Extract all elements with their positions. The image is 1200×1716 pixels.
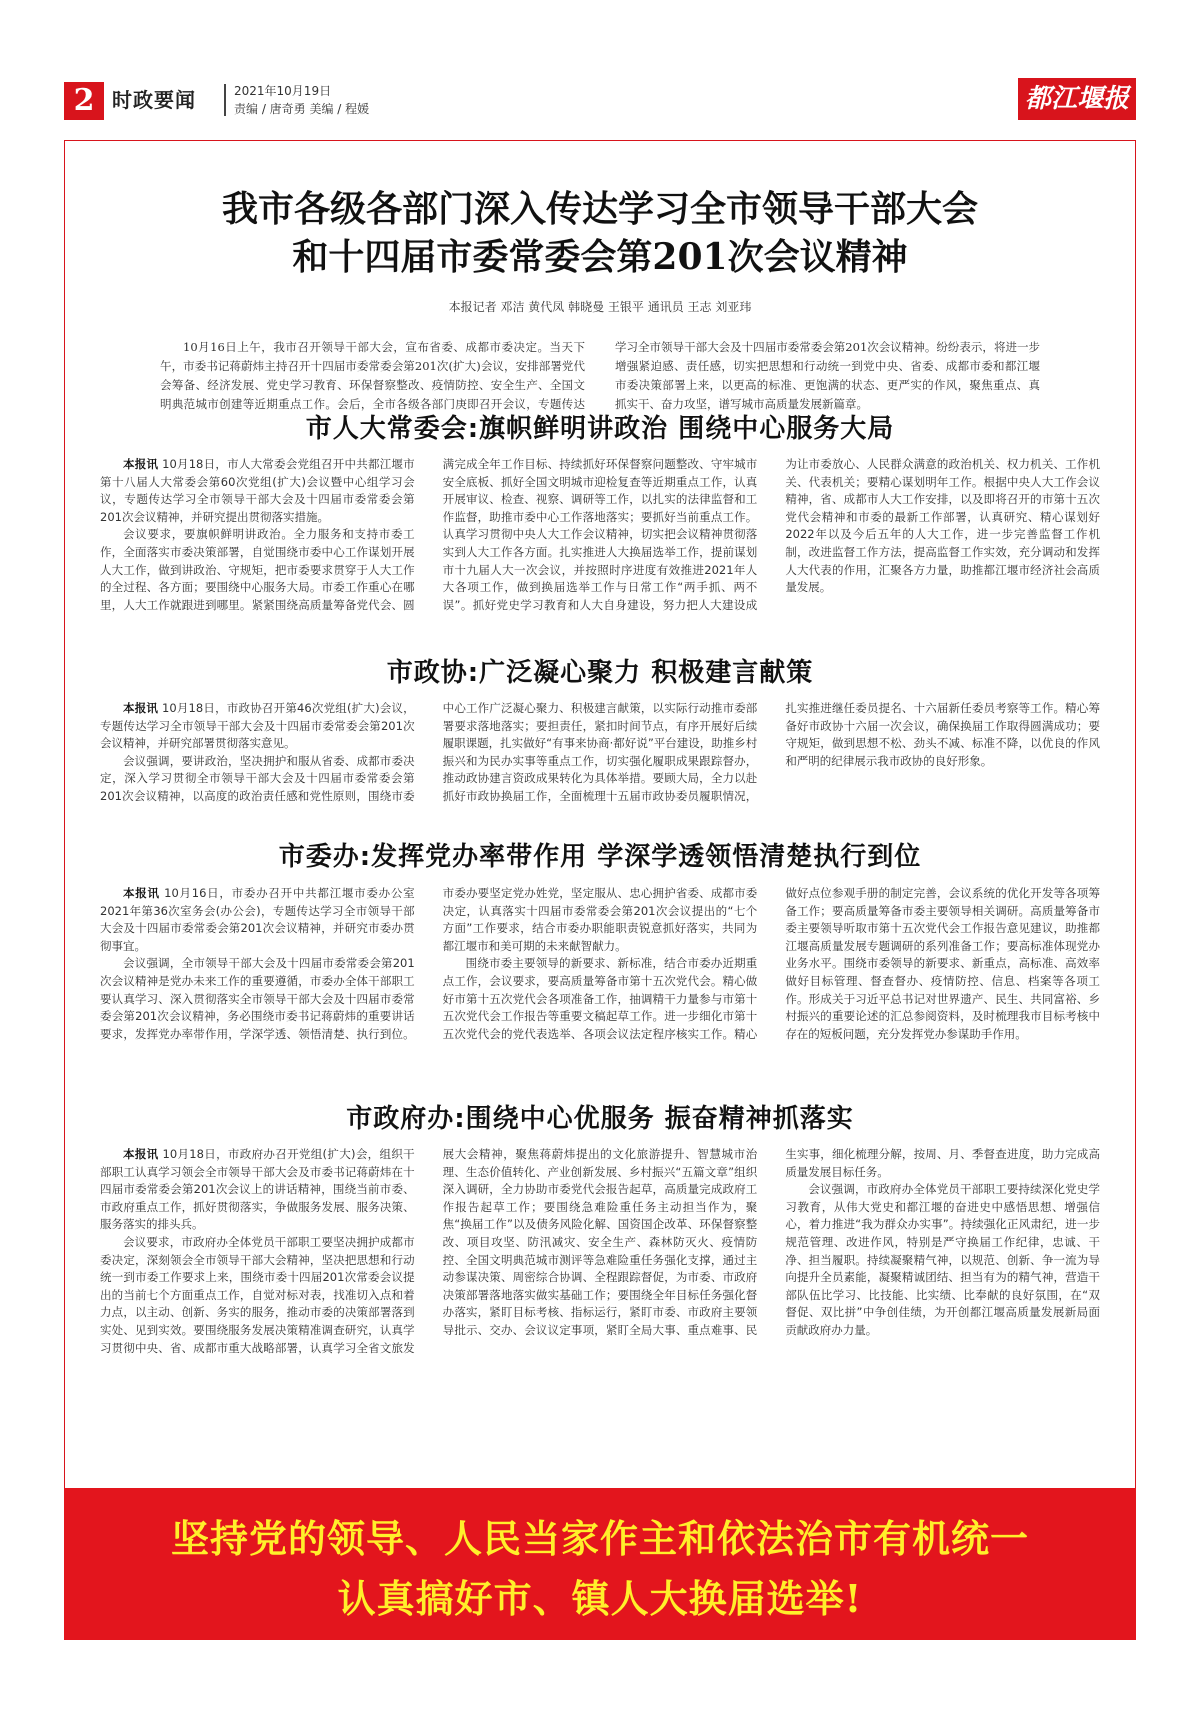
issue-date: 2021年10月19日 xyxy=(234,84,332,98)
article-paragraph xyxy=(100,1146,415,1234)
article-paragraph xyxy=(100,885,415,955)
article-body-party-office xyxy=(100,885,1100,1075)
slogan-line-2: 认真搞好市、镇人大换届选举! xyxy=(337,1576,863,1621)
news-tag: 本报讯 xyxy=(123,886,160,900)
news-tag: 本报讯 xyxy=(123,701,159,715)
editors: 责编 / 唐奇勇 美编 / 程媛 xyxy=(234,102,370,116)
newspaper-logo: 都江堰报 xyxy=(1018,78,1136,120)
paragraph-text: 10月18日，市人大常委会党组召开中共都江堰市第十八届人大常委会第60次党组(扩大)会议暨中心组学习会议，专题传达学习全市领导干部大会及十四届市委常委会第201次会议精神，并研究提出贯彻落实措施。 xyxy=(100,457,415,524)
page-header xyxy=(64,78,1136,122)
paragraph-text: 10月16日，市委办召开中共都江堰市委办公室2021年第36次室务会(办公会)，专题传达学习全市领导干部大会及十四届市委常委会第201次会议精神，并研究市委办贯彻事宜。 xyxy=(100,886,415,953)
headline-line-1: 我市各级各部门深入传达学习全市领导干部大会 xyxy=(221,188,978,230)
byline: 本报记者 邓洁 黄代凤 韩晓曼 王银平 通讯员 王志 刘亚玮 xyxy=(448,300,752,314)
article-paragraph: 会议要求，市政府办全体党员干部职工要坚决拥护成都市委决定，深刻领会全市领导干部大会精神，坚决把思想和行动统一到市委工作要求上来，围绕市委十四届201次常委会议提出的当前七个方面重点工作，自觉对标对表，找准切入点和着力点，以主动、创新、务实的服务，推动市委的决策部署落到实处、见到实效。要围绕服务发展决策精准调查研究，认真学习贯彻中央、省、成都市重大战略部署，认真学习全省文旅发展大会精神，聚焦蒋蔚炜提出的文化旅游提升、智慧城市治理、生态价值转化、产业创新发展、乡村振兴“五篇文章”组织深入调研，全力协助市委党代会报告起草，高质量完成政府工作报告起草工作；要围绕急难险重任务主动担当作为，聚焦“换届工作”以及债务风险化解、国资国企改革、环保督察整改、项目攻坚、防汛减灾、安全生产、森林防灭火、疫情防控、全国文明典范城市测评等急难险重任务强化支撑，通过主动参谋决策、周密综合协调、全程跟踪督促，为市委、市政府决策部署落地落实做实基础工作；要围绕全年目标任务强化督办落实，紧盯目标考核、指标运行，紧盯市委、市政府主要领导批示、交办、会议议定事项，紧盯全局大事、重点难事、民生实事，细化梳理分解，按周、月、季督查进度，助力完成高质量发展目标任务。 xyxy=(100,1147,1100,1355)
main-headline xyxy=(64,185,1136,281)
article-paragraph: 会议要求，要旗帜鲜明讲政治。全力服务和支持市委工作，全面落实市委决策部署，自觉围绕市委中心工作谋划开展人大工作，做到讲政治、守规矩，把市委要求贯穿于人大工作的全过程、各方面；要围绕中心服务大局。市委工作重心在哪里，人大工作就跟进到哪里。紧紧围绕高质量筹备党代会、圆满完成全年工作目标、持续抓好环保督察问题整改、守牢城市安全底板、抓好全国文明城市迎检复查等近期重点工作，认真开展审议、检查、视察、调研等工作，以扎实的法律监督和工作监督，助推市委中心工作落地落实；要抓好当前重点工作。认真学习贯彻中央人大工作会议精神，切实把会议精神贯彻落实到人大工作各方面。扎实推进人大换届选举工作，提前谋划市十九届人大一次会议，并按照时序进度有效推进2021年人大各项工作，做到换届选举工作与日常工作“两手抓、两不误”。抓好党史学习教育和人大自身建设，努力把人大建设成为让市委放心、人民群众满意的政治机关、权力机关、工作机关、代表机关；要精心谋划明年工作。根据中央人大工作会议精神，省、成都市人大工作安排，以及即将召开的市第十五次党代会精神和市委的最新工作部署，认真研究、精心谋划好2022年以及今后五年的人大工作，进一步完善监督工作机制，改进监督工作方法，提高监督工作实效，充分调动和发挥人大代表的作用，汇聚各方力量，助推都江堰市经济社会高质量发展。 xyxy=(100,457,1100,612)
article-paragraph: 会议强调，市政府办全体党员干部职工要持续深化党史学习教育，从伟大党史和都江堰的奋进史中感悟思想、增强信心，着力推进“我为群众办实事”。持续强化正风肃纪，进一步规范管理、改进作风，特别是严守换届工作纪律，忠诚、干净、担当履职。持续凝聚精气神，以规范、创新、争一流为导向提升全员素能，凝聚精诚团结、担当有为的精气神，营造干部队伍比学习、比技能、比实绩、比奉献的良好氛围，在“双督促、双比拼”中争创佳绩，为开创都江堰高质量发展新局面贡献政府办力量。 xyxy=(785,1182,1100,1337)
article-title-government-office: 市政府办:围绕中心优服务 振奋精神抓落实 xyxy=(346,1104,854,1134)
article-paragraph: 会议强调，要讲政治，坚决拥护和服从省委、成都市委决定，深入学习贯彻全市领导干部大会及十四届市委常委会第201次会议精神，以高度的政治责任感和党性原则，围绕市委中心工作广泛凝心聚力、积极建言献策，以实际行动推市委部署要求落地落实；要担责任，紧扣时间节点，有序开展好后续履职课题，扎实做好“有事来协商·都好说”平台建设，助推乡村振兴和为民办实事等重点工作，切实强化履职成果跟踪督办，推动政协建言资政成果转化为具体举措。要顾大局，全力以赴抓好市政协换届工作，全面梳理十五届市政协委员履职情况，扎实推进继任委员提名、十六届新任委员考察等工作。精心筹备好市政协十六届一次会议，确保换届工作取得圆满成功；要守规矩，做到思想不松、劲头不减、标准不降，以优良的作风和严明的纪律展示我市政协的良好形象。 xyxy=(100,701,1100,803)
slogan-line-1: 坚持党的领导、人民当家作主和依法治市有机统一 xyxy=(170,1516,1029,1561)
page-number: 2 xyxy=(64,82,104,120)
article-title-npc: 市人大常委会:旗帜鲜明讲政治 围绕中心服务大局 xyxy=(305,414,895,444)
article-body-government-office xyxy=(100,1146,1100,1374)
section-title: 时政要闻 xyxy=(112,88,196,112)
lead-paragraph xyxy=(160,338,1040,414)
article-paragraph xyxy=(100,456,415,526)
article-paragraph: 围绕市委主要领导的新要求、新标准，结合市委办近期重点工作，会议要求，要高质量筹备市第十五次党代会。精心做好市第十五次党代会各项准备工作，抽调精干力量参与市第十五次党代会工作报告等重要文稿起草工作。进一步细化市第十五次党代会的党代表选举、各项会议法定程序核实工作。精心做好点位参观手册的制定完善，会议系统的优化开发等各项筹备工作；要高质量筹备市委主要领导相关调研。高质量筹备市委主要领导听取市第十五次党代会工作报告意见建议，助推都江堰高质量发展专题调研的系列准备工作；要高标准体现党办业务水平。围绕市委领导的新要求、新重点，高标准、高效率做好目标管理、督查督办、疫情防控、信息、档案等各项工作。形成关于习近平总书记对世界遗产、民生、共同富裕、乡村振兴的重要论述的汇总参阅资料，及时梳理我市目标考核中存在的短板问题，充分发挥党办参谋助手作用。 xyxy=(442,886,1100,1041)
slogan-banner xyxy=(64,1488,1136,1640)
news-tag: 本报讯 xyxy=(123,457,159,471)
lead-text: 10月16日上午，我市召开领导干部大会，宣布省委、成都市委决定。当天下午，市委书记蒋蔚炜主持召开十四届市委常委会第201次(扩大)会议，安排部署党代会筹备、经济发展、党史学习教育、环保督察整改、疫情防控、安全生产、全国文明典范城市创建等近期重点工作。会后，全市各级各部门庚即召开会议，专题传达学习全市领导干部大会及十四届市委常委会第201次会议精神。纷纷表示，将进一步增强紧迫感、责任感，切实把思想和行动统一到党中央、省委、成都市委和都江堰市委决策部署上来，以更高的标准、更饱满的状态、更严实的作风，聚焦重点、真抓实干、奋力攻坚，谱写城市高质量发展新篇章。 xyxy=(160,340,1040,411)
article-paragraph: 会议强调，全市领导干部大会及十四届市委常委会第201次会议精神是党办未来工作的重要遵循，市委办全体干部职工要认真学习、深入贯彻落实全市领导干部大会及十四届市委常委会第201次会议精神，务必围绕市委书记蒋蔚炜的重要讲话要求，发挥党办率带作用，学深学透、领悟清楚、执行到位。市委办要坚定党办姓党，坚定服从、忠心拥护省委、成都市委决定，认真落实十四届市委常委会第201次会议提出的“七个方面”工作要求，结合市委办职能职责锐意抓好落实，共同为都江堰市和美可期的未来献智献力。 xyxy=(100,886,758,1041)
article-title-party-office: 市委办:发挥党办率带作用 学深学透领悟清楚执行到位 xyxy=(278,842,922,872)
article-paragraph xyxy=(100,700,415,753)
paragraph-text: 10月18日，市政府办召开党组(扩大)会，组织干部职工认真学习领会全市领导干部大会及市委书记蒋蔚炜在十四届市委常委会第201次会议上的讲话精神，围绕当前市委、市政府重点工作，抓好贯彻落实，争做服务发展、服务决策、服务落实的排头兵。 xyxy=(100,1147,415,1232)
article-title-cppcc: 市政协:广泛凝心聚力 积极建言献策 xyxy=(386,658,814,688)
news-tag: 本报讯 xyxy=(123,1147,159,1161)
article-body-cppcc xyxy=(100,700,1100,840)
headline-line-2: 和十四届市委常委会第201次会议精神 xyxy=(292,236,908,278)
paragraph-text: 10月18日，市政协召开第46次党组(扩大)会议，专题传达学习全市领导干部大会及十四届市委常委会第201次会议精神，并研究部署贯彻落实意见。 xyxy=(100,701,415,751)
header-divider xyxy=(224,84,226,116)
article-body-npc xyxy=(100,456,1100,666)
